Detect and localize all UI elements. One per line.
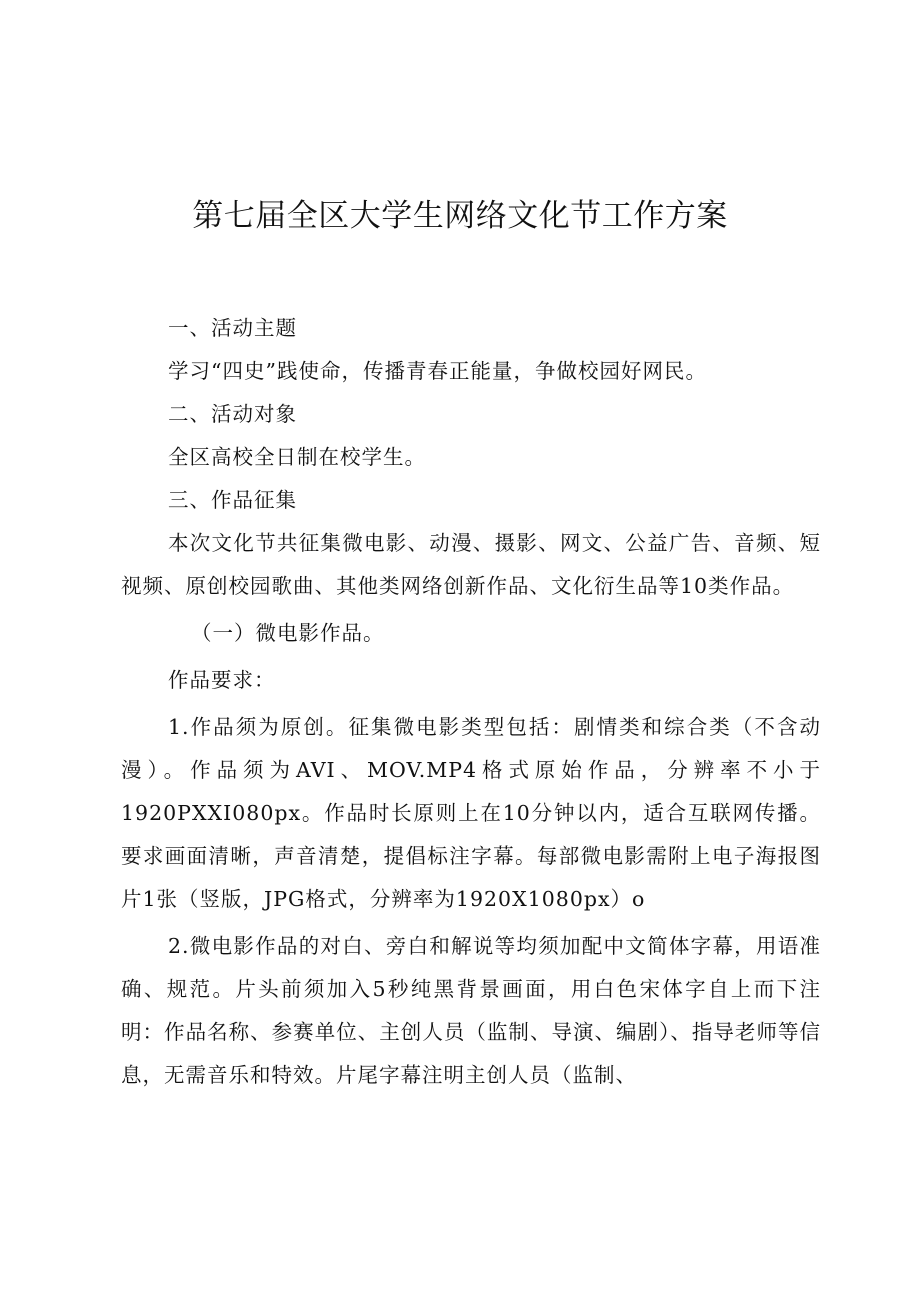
document-title: 第七届全区大学生网络文化节工作方案: [192, 198, 728, 234]
document-body: [121, 307, 821, 1097]
paragraph-collection: 本次文化节共征集微电影、动漫、摄影、网文、公益广告、音频、短视频、原创校园歌曲、其他类网络创新作品、文化衍生品等10类作品。: [121, 531, 821, 598]
section-heading-theme: 一、活动主题: [168, 316, 297, 340]
paragraph-audience: 全区高校全日制在校学生。: [168, 445, 426, 469]
section-heading-audience: 二、活动对象: [168, 402, 297, 426]
paragraph-requirement-2: 2.微电影作品的对白、旁白和解说等均须加配中文简体字幕，用语准确、规范。片头前须加入5秒纯黑背景画面，用白色宋体字自上而下注明：作品名称、参赛单位、主创人员（监制、导演、编剧）、指导老师等信息，无需音乐和特效。片尾字幕注明主创人员（监制、: [121, 934, 821, 1087]
paragraph-requirements-label: 作品要求：: [168, 668, 276, 692]
paragraph-theme: 学习“四史”践使命，传播青春正能量，争做校园好网民。: [168, 359, 707, 383]
paragraph-requirement-1: 1.作品须为原创。征集微电影类型包括：剧情类和综合类（不含动漫）。作品须为AVI、MOV.MP4格式原始作品，分辨率不小于1920PXXI080px。作品时长原则上在10分钟以内，适合互联网传播。要求画面清晰，声音清楚，提倡标注字幕。每部微电影需附上电子海报图片1张（竖版，JPG格式，分辨率为1920X1080px）o: [121, 715, 821, 911]
subsection-heading-micro-film: （一）微电影作品。: [191, 621, 385, 645]
section-heading-collection: 三、作品征集: [168, 488, 297, 512]
